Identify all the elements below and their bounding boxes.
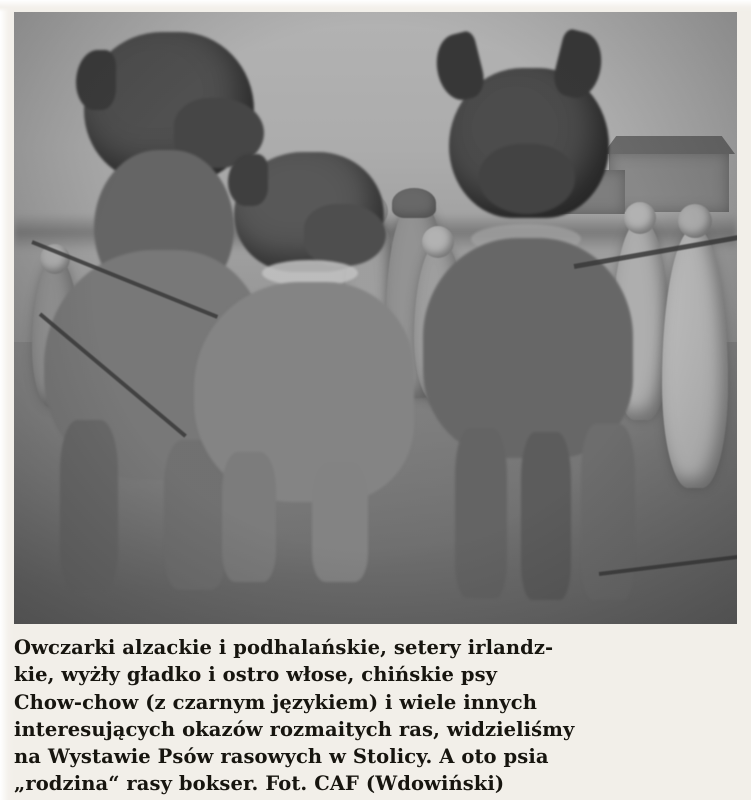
photo-caption: [14, 634, 737, 798]
crowd-figure-head: [678, 204, 712, 238]
caption-line-credit: „rodzina“ rasy bokser. Fot. CAF (Wdowiński): [14, 772, 505, 796]
caption-line: na Wystawie Psów rasowych w Stolicy. A oto psia: [14, 745, 549, 769]
dog-front-leg: [455, 428, 507, 598]
dog-muzzle: [304, 204, 386, 266]
caption-line: Chow-chow (z czarnym językiem) i wiele innych: [14, 690, 537, 714]
caption-line: interesujących okazów rozmaitych ras, widzieliśmy: [14, 717, 575, 741]
dog-front-leg: [521, 432, 571, 600]
dog-ear: [76, 50, 116, 110]
caption-line: kie, wyżły gładko i ostro włose, chińskie psy: [14, 663, 498, 687]
boxer-dog-right: [409, 28, 679, 608]
photograph: [14, 12, 737, 624]
dog-front-leg: [60, 420, 118, 590]
dog-ear: [228, 154, 268, 206]
dog-front-leg: [222, 452, 276, 582]
dog-ear: [430, 30, 489, 105]
dog-muzzle: [479, 144, 575, 214]
dog-ear: [550, 28, 609, 103]
caption-line: Owczarki alzackie i podhalańskie, setery irlandz-: [14, 636, 554, 659]
dog-hind-leg: [312, 462, 368, 582]
paper-edge-top: [0, 0, 751, 12]
paper-edge-left: [0, 0, 14, 800]
